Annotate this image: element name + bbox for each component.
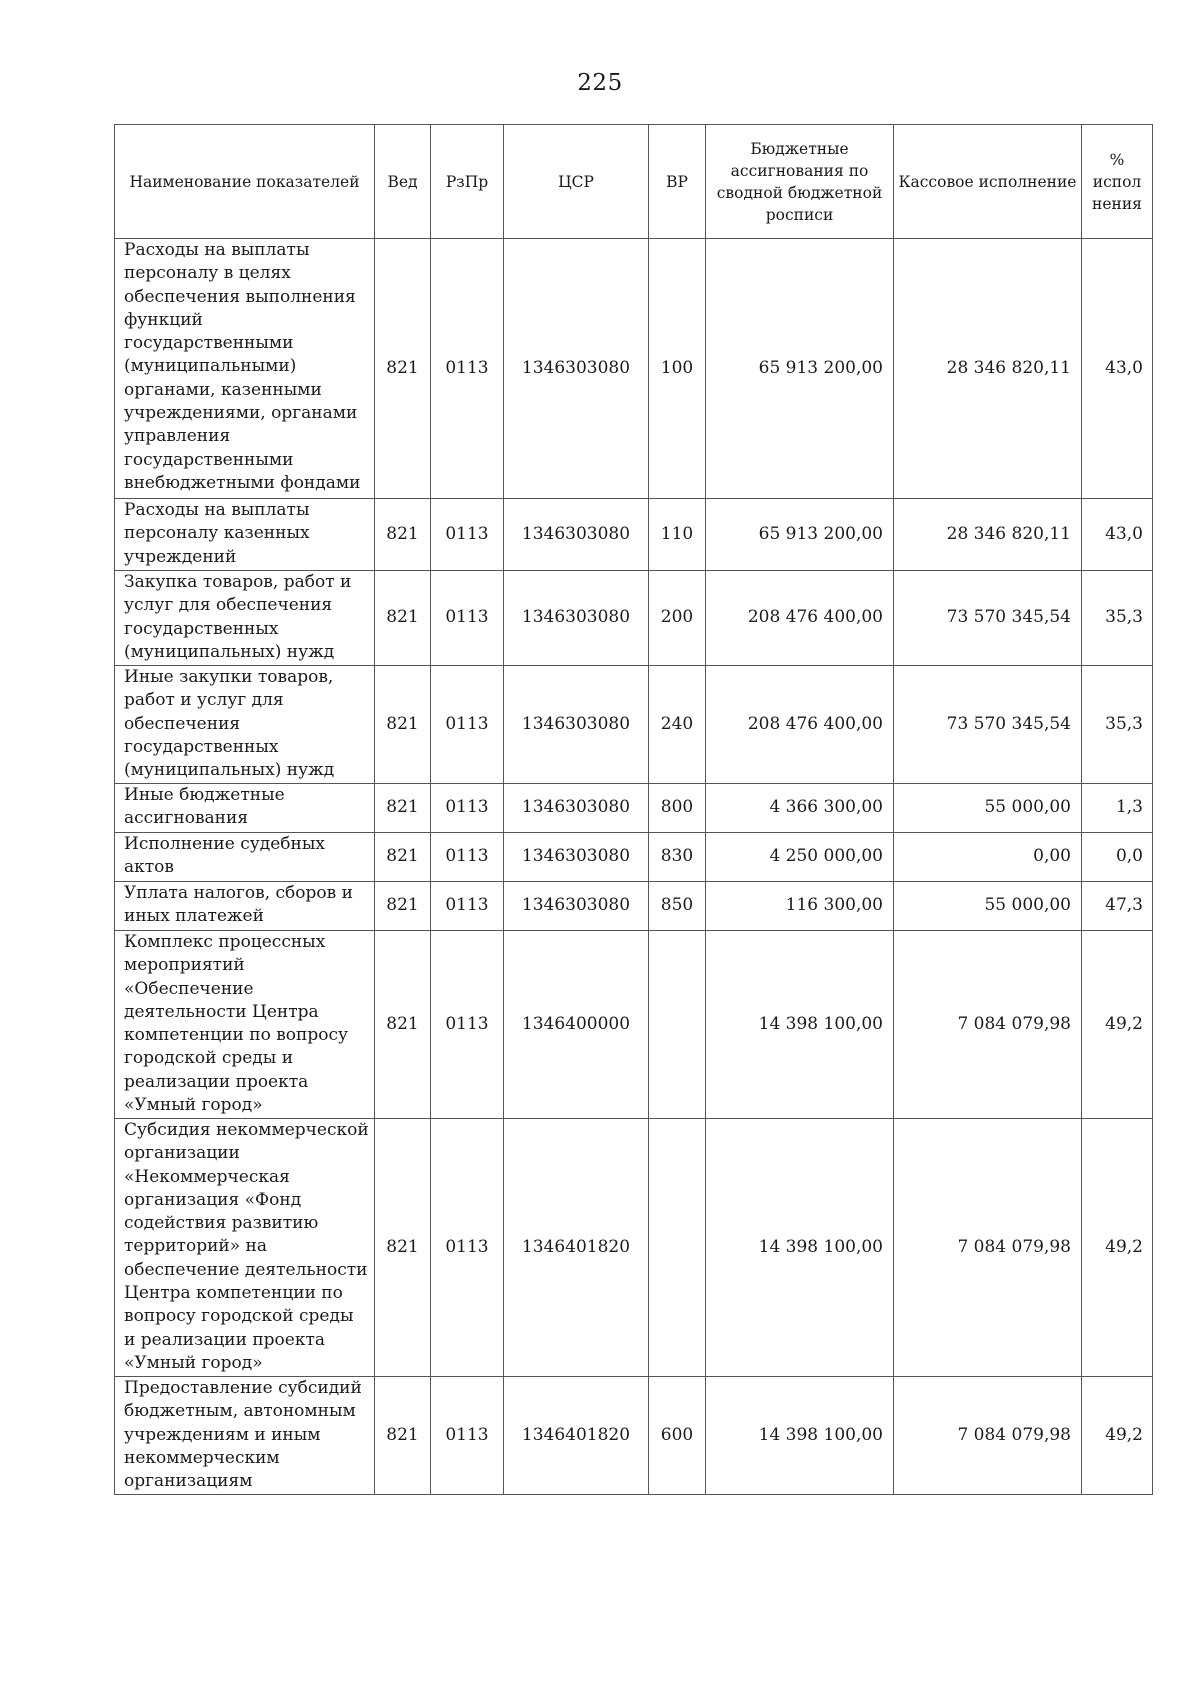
table-row — [115, 784, 1153, 833]
row-executed: 28 346 820,11 — [894, 499, 1082, 571]
row-ved: 821 — [375, 239, 431, 499]
row-rzpr: 0113 — [431, 571, 504, 666]
row-name: Исполнение судебных актов — [115, 833, 375, 882]
row-assigned: 208 476 400,00 — [706, 666, 894, 784]
row-percent: 49,2 — [1082, 1377, 1153, 1495]
table-row — [115, 1119, 1153, 1377]
row-vr: 200 — [649, 571, 706, 666]
row-percent: 43,0 — [1082, 239, 1153, 499]
row-percent: 47,3 — [1082, 882, 1153, 931]
row-assigned: 116 300,00 — [706, 882, 894, 931]
row-executed: 7 084 079,98 — [894, 931, 1082, 1119]
row-assigned: 65 913 200,00 — [706, 239, 894, 499]
table-row — [115, 882, 1153, 931]
row-ved: 821 — [375, 1377, 431, 1495]
row-assigned: 14 398 100,00 — [706, 931, 894, 1119]
row-rzpr: 0113 — [431, 1119, 504, 1377]
row-executed: 73 570 345,54 — [894, 666, 1082, 784]
row-vr — [649, 931, 706, 1119]
row-ved: 821 — [375, 882, 431, 931]
row-ved: 821 — [375, 931, 431, 1119]
row-executed: 55 000,00 — [894, 784, 1082, 833]
row-rzpr: 0113 — [431, 784, 504, 833]
row-rzpr: 0113 — [431, 1377, 504, 1495]
row-rzpr: 0113 — [431, 931, 504, 1119]
row-name: Расходы на выплаты персоналу в целях обеспечения выполнения функций государственными (муниципальными) органами, казенными учреждениями, органами управления государственными внебюджетными фондами — [115, 239, 375, 499]
budget-table — [114, 124, 1153, 1495]
table-row — [115, 931, 1153, 1119]
row-percent: 43,0 — [1082, 499, 1153, 571]
header-name: Наименование показателей — [115, 125, 375, 239]
row-rzpr: 0113 — [431, 882, 504, 931]
table-row — [115, 499, 1153, 571]
row-assigned: 208 476 400,00 — [706, 571, 894, 666]
row-ved: 821 — [375, 666, 431, 784]
row-percent: 35,3 — [1082, 666, 1153, 784]
table-row — [115, 833, 1153, 882]
table-row — [115, 666, 1153, 784]
row-percent: 49,2 — [1082, 931, 1153, 1119]
table-row — [115, 571, 1153, 666]
page-number: 225 — [577, 70, 623, 96]
row-csr: 1346400000 — [504, 931, 649, 1119]
row-name: Расходы на выплаты персоналу казенных учреждений — [115, 499, 375, 571]
table-row — [115, 1377, 1153, 1495]
row-rzpr: 0113 — [431, 833, 504, 882]
row-vr: 830 — [649, 833, 706, 882]
row-csr: 1346303080 — [504, 239, 649, 499]
row-vr — [649, 1119, 706, 1377]
row-name: Комплекс процессных мероприятий «Обеспечение деятельности Центра компетенции по вопросу городской среды и реализации проекта «Умный город» — [115, 931, 375, 1119]
row-assigned: 4 250 000,00 — [706, 833, 894, 882]
row-executed: 7 084 079,98 — [894, 1377, 1082, 1495]
header-assigned: Бюджетные ассигнования по сводной бюджетной росписи — [706, 125, 894, 239]
header-csr: ЦСР — [504, 125, 649, 239]
row-csr: 1346303080 — [504, 571, 649, 666]
row-rzpr: 0113 — [431, 499, 504, 571]
row-ved: 821 — [375, 1119, 431, 1377]
row-vr: 110 — [649, 499, 706, 571]
header-vr: ВР — [649, 125, 706, 239]
row-rzpr: 0113 — [431, 239, 504, 499]
row-percent: 1,3 — [1082, 784, 1153, 833]
row-name: Предоставление субсидий бюджетным, автономным учреждениям и иным некоммерческим организациям — [115, 1377, 375, 1495]
row-percent: 35,3 — [1082, 571, 1153, 666]
header-executed: Кассовое исполнение — [894, 125, 1082, 239]
row-rzpr: 0113 — [431, 666, 504, 784]
row-ved: 821 — [375, 833, 431, 882]
row-name: Иные закупки товаров, работ и услуг для обеспечения государственных (муниципальных) нужд — [115, 666, 375, 784]
row-executed: 55 000,00 — [894, 882, 1082, 931]
row-vr: 240 — [649, 666, 706, 784]
row-executed: 73 570 345,54 — [894, 571, 1082, 666]
row-vr: 800 — [649, 784, 706, 833]
table-row — [115, 239, 1153, 499]
row-assigned: 65 913 200,00 — [706, 499, 894, 571]
row-csr: 1346303080 — [504, 833, 649, 882]
row-assigned: 14 398 100,00 — [706, 1377, 894, 1495]
row-ved: 821 — [375, 499, 431, 571]
row-csr: 1346303080 — [504, 666, 649, 784]
row-assigned: 14 398 100,00 — [706, 1119, 894, 1377]
row-csr: 1346401820 — [504, 1119, 649, 1377]
row-vr: 600 — [649, 1377, 706, 1495]
row-executed: 7 084 079,98 — [894, 1119, 1082, 1377]
row-ved: 821 — [375, 784, 431, 833]
header-percent: % испол нения — [1082, 125, 1153, 239]
row-name: Закупка товаров, работ и услуг для обеспечения государственных (муниципальных) нужд — [115, 571, 375, 666]
row-name: Субсидия некоммерческой организации «Некоммерческая организация «Фонд содействия развитию территорий» на обеспечение деятельности Центра компетенции по вопросу городской среды и реализации проекта «Умный город» — [115, 1119, 375, 1377]
row-csr: 1346303080 — [504, 784, 649, 833]
row-executed: 0,00 — [894, 833, 1082, 882]
table-header-row — [115, 125, 1153, 239]
header-ved: Вед — [375, 125, 431, 239]
row-percent: 49,2 — [1082, 1119, 1153, 1377]
row-name: Иные бюджетные ассигнования — [115, 784, 375, 833]
row-csr: 1346303080 — [504, 882, 649, 931]
row-vr: 850 — [649, 882, 706, 931]
header-rzpr: РзПр — [431, 125, 504, 239]
row-vr: 100 — [649, 239, 706, 499]
row-assigned: 4 366 300,00 — [706, 784, 894, 833]
row-csr: 1346401820 — [504, 1377, 649, 1495]
row-percent: 0,0 — [1082, 833, 1153, 882]
row-name: Уплата налогов, сборов и иных платежей — [115, 882, 375, 931]
row-ved: 821 — [375, 571, 431, 666]
row-csr: 1346303080 — [504, 499, 649, 571]
row-executed: 28 346 820,11 — [894, 239, 1082, 499]
